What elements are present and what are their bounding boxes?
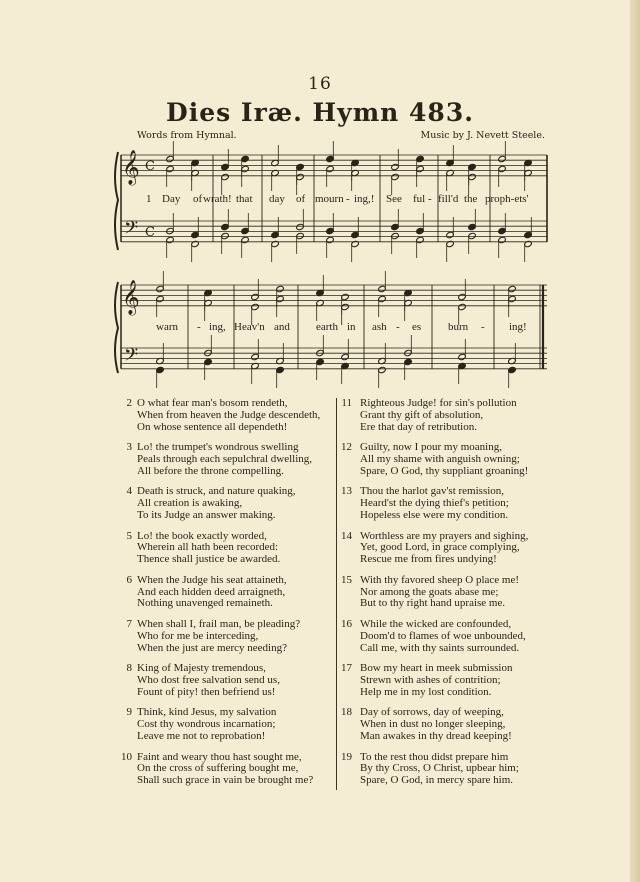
- stanza-lines: [360, 619, 526, 654]
- lyric-word: the: [464, 193, 478, 205]
- stanza-lines: [360, 575, 519, 610]
- stanza-line: But to thy right hand upraise me.: [360, 597, 506, 610]
- stanza-number: 12: [341, 441, 352, 454]
- stanza: [118, 619, 336, 663]
- lyric-word: ing,: [209, 321, 226, 333]
- stanza-line: King of Majesty tremendous,: [137, 662, 266, 675]
- stanza-line: Yet, good Lord, in grace complying,: [360, 541, 520, 554]
- stanza-lines: [137, 752, 313, 787]
- stanza-lines: [137, 663, 280, 698]
- stanza-line: Help me in my lost condition.: [360, 685, 492, 698]
- stanza-number: 11: [341, 397, 352, 409]
- lyric-word: earth: [316, 321, 338, 333]
- stanza-number: 13: [341, 485, 352, 498]
- stanza-line: Wherein all hath been recorded:: [137, 541, 279, 554]
- stanza-line: Guilty, now I pour my moaning,: [360, 441, 502, 454]
- stanza-line: Spare, O God, in mercy spare him.: [360, 774, 514, 787]
- stanza-lines: [360, 442, 528, 477]
- stanza-line: When the just are mercy needing?: [137, 641, 287, 654]
- lyric-word: day: [269, 193, 285, 205]
- stanza-lines: [137, 398, 320, 433]
- stanza-number: 9: [126, 706, 132, 719]
- stanza-line: O what fear man's bosom rendeth,: [137, 397, 288, 409]
- stanza-number: 7: [126, 617, 132, 630]
- stanza: [340, 486, 555, 530]
- stanza-line: Who for me be interceding,: [137, 629, 259, 642]
- lyric-word: Day: [162, 193, 181, 205]
- stanza: [340, 619, 555, 663]
- stanza: [118, 486, 336, 530]
- stanza-number: 18: [341, 706, 352, 719]
- lyric-word: warn: [156, 321, 178, 333]
- stanza-lines: [360, 486, 509, 521]
- stanza-line: Peals through each sepulchral dwelling,: [137, 452, 313, 465]
- stanza-lines: [360, 663, 512, 698]
- stanza-line: Doom'd to flames of woe unbounded,: [360, 629, 526, 642]
- stanza-line: With thy favored sheep O place me!: [360, 573, 519, 586]
- bass-clef: 𝄢: [124, 218, 139, 243]
- lyric-word: -: [428, 193, 432, 205]
- stanza-line: Lo! the trumpet's wondrous swelling: [137, 441, 299, 454]
- stanza-number: 15: [341, 573, 352, 586]
- stanza-number: 5: [126, 529, 132, 542]
- stanza-line: Rescue me from fires undying!: [360, 553, 497, 566]
- lyric-word: and: [274, 321, 290, 333]
- stanza-lines: [137, 707, 276, 742]
- stanza: [340, 398, 555, 442]
- stanza-line: On whose sentence all dependeth!: [137, 420, 288, 433]
- lyric-word: ing,!: [354, 193, 375, 205]
- stanza-line: Cost thy wondrous incarnation;: [137, 718, 276, 731]
- stanza-line: And each hidden deed arraigneth,: [137, 585, 286, 598]
- stanza-line: To its Judge an answer making.: [137, 508, 276, 521]
- stanza-lines: [360, 531, 528, 566]
- lyric-word: that: [236, 193, 253, 205]
- stanza-number: 17: [341, 662, 352, 675]
- stanza-line: All before the throne compelling.: [137, 464, 284, 477]
- stanza: [118, 707, 336, 751]
- lyric-word: es: [412, 321, 422, 333]
- stanza: [118, 531, 336, 575]
- stanza-line: Nothing unavenged remaineth.: [137, 597, 273, 610]
- stanza: [118, 398, 336, 442]
- stanza-line: All my shame with anguish owning;: [360, 452, 520, 465]
- stanza-line: Righteous Judge! for sin's pollution: [360, 397, 517, 409]
- lyric-word: wrath!: [203, 193, 232, 205]
- stanza-line: While the wicked are confounded,: [360, 617, 512, 630]
- stanza: [118, 575, 336, 619]
- treble-clef: 𝄞: [122, 150, 140, 185]
- stanza-lines: [360, 707, 512, 742]
- brace: [115, 282, 118, 373]
- stanza-line: When in dust no longer sleeping,: [360, 718, 506, 731]
- stanza-line: Faint and weary thou hast sought me,: [137, 750, 302, 763]
- stanza: [340, 663, 555, 707]
- lyric-word: mourn: [315, 193, 344, 205]
- stanza: [118, 663, 336, 707]
- stanza-number: 8: [126, 662, 132, 675]
- stanza-line: Worthless are my prayers and sighing,: [360, 529, 529, 542]
- stanzas-left-column: [118, 398, 336, 796]
- stanza-number: 19: [341, 750, 352, 763]
- bass-clef: 𝄢: [124, 345, 139, 370]
- stanza: [340, 575, 555, 619]
- stanza: [118, 752, 336, 796]
- lyric-word: -: [346, 193, 350, 205]
- stanza-number: 6: [126, 573, 132, 586]
- stanza-line: Leave me not to reprobation!: [137, 729, 266, 742]
- stanza-line: Thence shall justice be awarded.: [137, 553, 281, 566]
- stanza-line: Think, kind Jesus, my salvation: [137, 706, 277, 719]
- stanza-lines: [137, 442, 312, 477]
- stanza: [340, 707, 555, 751]
- time-signature: C: [145, 225, 155, 240]
- stanza-lines: [137, 619, 300, 654]
- stanza-number: 10: [121, 750, 132, 763]
- stanza-number: 3: [126, 441, 132, 454]
- stanza-line: Strewn with ashes of contrition;: [360, 673, 501, 686]
- stanza: [340, 531, 555, 575]
- stanza-line: All creation is awaking,: [137, 497, 243, 510]
- column-divider: [336, 398, 337, 790]
- stanza-lines: [360, 752, 519, 787]
- lyric-word: ful: [413, 193, 426, 205]
- stanza-lines: [137, 486, 296, 521]
- stanza-line: By thy Cross, O Christ, upbear him;: [360, 762, 519, 775]
- stanza-line: Call me, with thy saints surrounded.: [360, 641, 520, 654]
- stanza-line: Man awakes in thy dread keeping!: [360, 729, 512, 742]
- stanza-line: To the rest thou didst prepare him: [360, 750, 509, 763]
- stanza-line: When the Judge his seat attaineth,: [137, 573, 287, 586]
- music-credit: Music by J. Nevett Steele.: [420, 130, 545, 141]
- stanza-line: Hopeless else were my condition.: [360, 508, 509, 521]
- stanza-line: On the cross of suffering bought me,: [137, 762, 299, 775]
- lyric-word: 1: [146, 193, 152, 205]
- stanza-line: Day of sorrows, day of weeping,: [360, 706, 504, 719]
- lyric-word: fill'd: [438, 193, 459, 205]
- stanza-line: Fount of pity! then befriend us!: [137, 685, 276, 698]
- words-credit: Words from Hymnal.: [137, 130, 237, 141]
- stanza-line: Spare, O God, thy suppliant groaning!: [360, 464, 529, 477]
- treble-clef: 𝄞: [122, 280, 140, 315]
- stanza-number: 4: [126, 485, 132, 498]
- time-signature: C: [145, 159, 155, 174]
- lyric-word: -: [197, 321, 201, 333]
- stanza-line: When from heaven the Judge descendeth,: [137, 408, 321, 421]
- stanza: [118, 442, 336, 486]
- stanza-line: Death is struck, and nature quaking,: [137, 485, 296, 498]
- stanza-number: 14: [341, 529, 352, 542]
- stanza-lines: [137, 575, 287, 610]
- lyric-word: ash: [372, 321, 387, 333]
- stanza-line: Grant thy gift of absolution,: [360, 408, 484, 421]
- stanza-number: 16: [341, 617, 352, 630]
- lyric-word: burn: [448, 321, 469, 333]
- lyric-word: of: [296, 193, 306, 205]
- stanza-line: Lo! the book exactly worded,: [137, 529, 267, 542]
- lyric-word: proph-ets': [485, 193, 529, 205]
- stanza-lines: [360, 398, 517, 433]
- lyric-word: -: [396, 321, 400, 333]
- lyric-word: -: [481, 321, 485, 333]
- hymn-title: Dies Iræ. Hymn 483.: [166, 98, 474, 127]
- stanza-line: When shall I, frail man, be pleading?: [137, 617, 301, 630]
- stanza-line: Bow my heart in meek submission: [360, 662, 513, 675]
- stanza-lines: [137, 531, 280, 566]
- lyric-word: of: [193, 193, 203, 205]
- stanza-line: Nor among the goats abase me;: [360, 585, 499, 598]
- lyric-word: See: [386, 193, 402, 205]
- stanza-number: 2: [126, 397, 132, 409]
- stanza-line: Thou the harlot gav'st remission,: [360, 485, 505, 498]
- page-number: 16: [308, 74, 332, 94]
- stanza-line: Heard'st the dying thief's petition;: [360, 497, 509, 510]
- lyric-word: in: [347, 321, 356, 333]
- lyric-word: ing!: [509, 321, 527, 333]
- brace: [115, 152, 118, 250]
- stanza-line: Shall such grace in vain be brought me?: [137, 774, 314, 787]
- stanza: [340, 442, 555, 486]
- lyric-word: Heav'n: [234, 321, 265, 333]
- stanza: [340, 752, 555, 796]
- stanzas-right-column: [340, 398, 555, 796]
- music-score: [0, 0, 640, 390]
- stanza-line: Ere that day of retribution.: [360, 420, 477, 433]
- stanza-line: Who dost free salvation send us,: [137, 673, 280, 686]
